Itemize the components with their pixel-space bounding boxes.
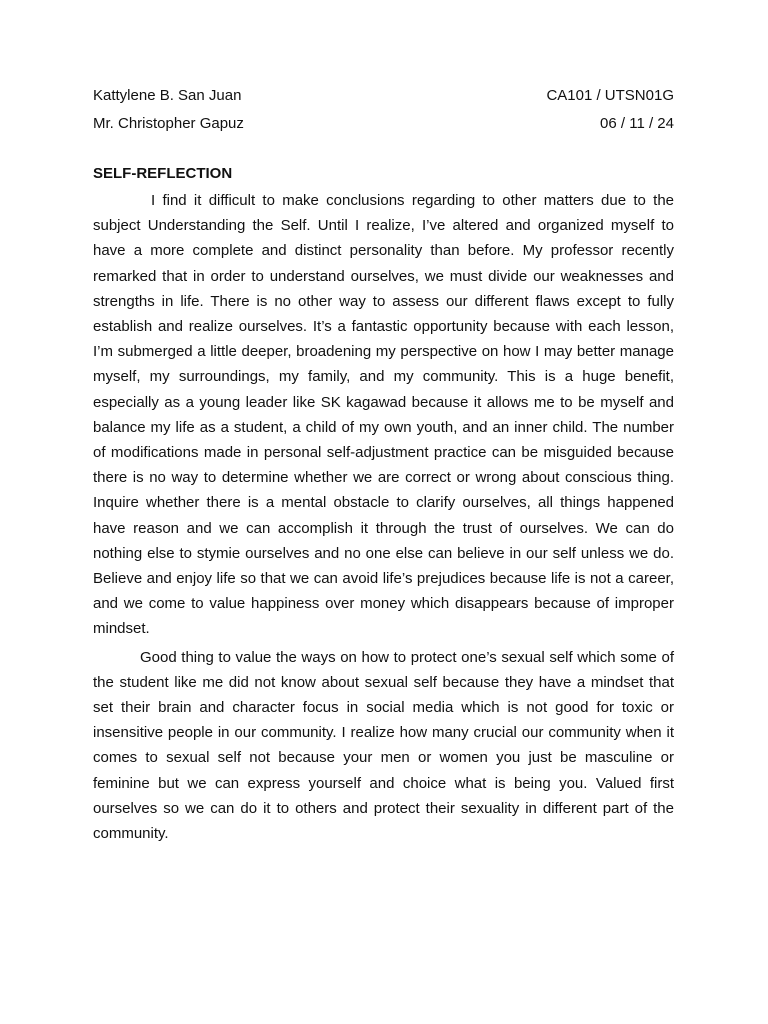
instructor-name: Mr. Christopher Gapuz [93, 115, 244, 132]
document-date: 06 / 11 / 24 [600, 115, 674, 132]
header-row-2 [93, 114, 674, 134]
course-code: CA101 / UTSN01G [546, 87, 674, 104]
document-title: SELF-REFLECTION [93, 165, 233, 182]
header-row-1 [93, 86, 674, 106]
document-page [93, 86, 674, 846]
paragraph-2: Good thing to value the ways on how to protect one’s sexual self which some of the student like me did not know about sexual self because they have a mindset that set their brain and character focus in social media which is not good for toxic or insensitive people in our community. I realize how many crucial our community when it comes to sexual self not because your men or women you just be masculine or feminine but we can express yourself and choice what is being you. Valued first ourselves so we can do it to others and protect their sexuality in different part of the community. [93, 648, 674, 843]
paragraph-1: I find it difficult to make conclusions regarding to other matters due to the subject Understanding the Self. Until I realize, I’ve altered and organized myself to have a more complete and distinct personality than before. My professor recently remarked that in order to understand ourselves, we must divide our weaknesses and strengths in life. There is no other way to assess our different flaws except to fully establish and realize ourselves. It’s a fantastic opportunity because with each lesson, I’m submerged a little deeper, broadening my perspective on how I may better manage myself, my surroundings, my family, and my community. This is a huge benefit, especially as a young leader like SK kagawad because it allows me to be myself and balance my life as a student, a child of my own youth, and an inner child. The number of modifications made in personal self-adjustment practice can be misguided because there is no way to determine whether we are correct or wrong about conscious thing. Inquire whether there is a mental obstacle to clarify ourselves, all things happened have reason and we can accomplish it through the trust of ourselves. We can do nothing else to stymie ourselves and no one else can believe in our self unless we do. Believe and enjoy life so that we can avoid life’s prejudices because life is not a career, and we come to value happiness over money which disappears because of improper mindset. [93, 192, 674, 638]
student-name: Kattylene B. San Juan [93, 87, 242, 104]
